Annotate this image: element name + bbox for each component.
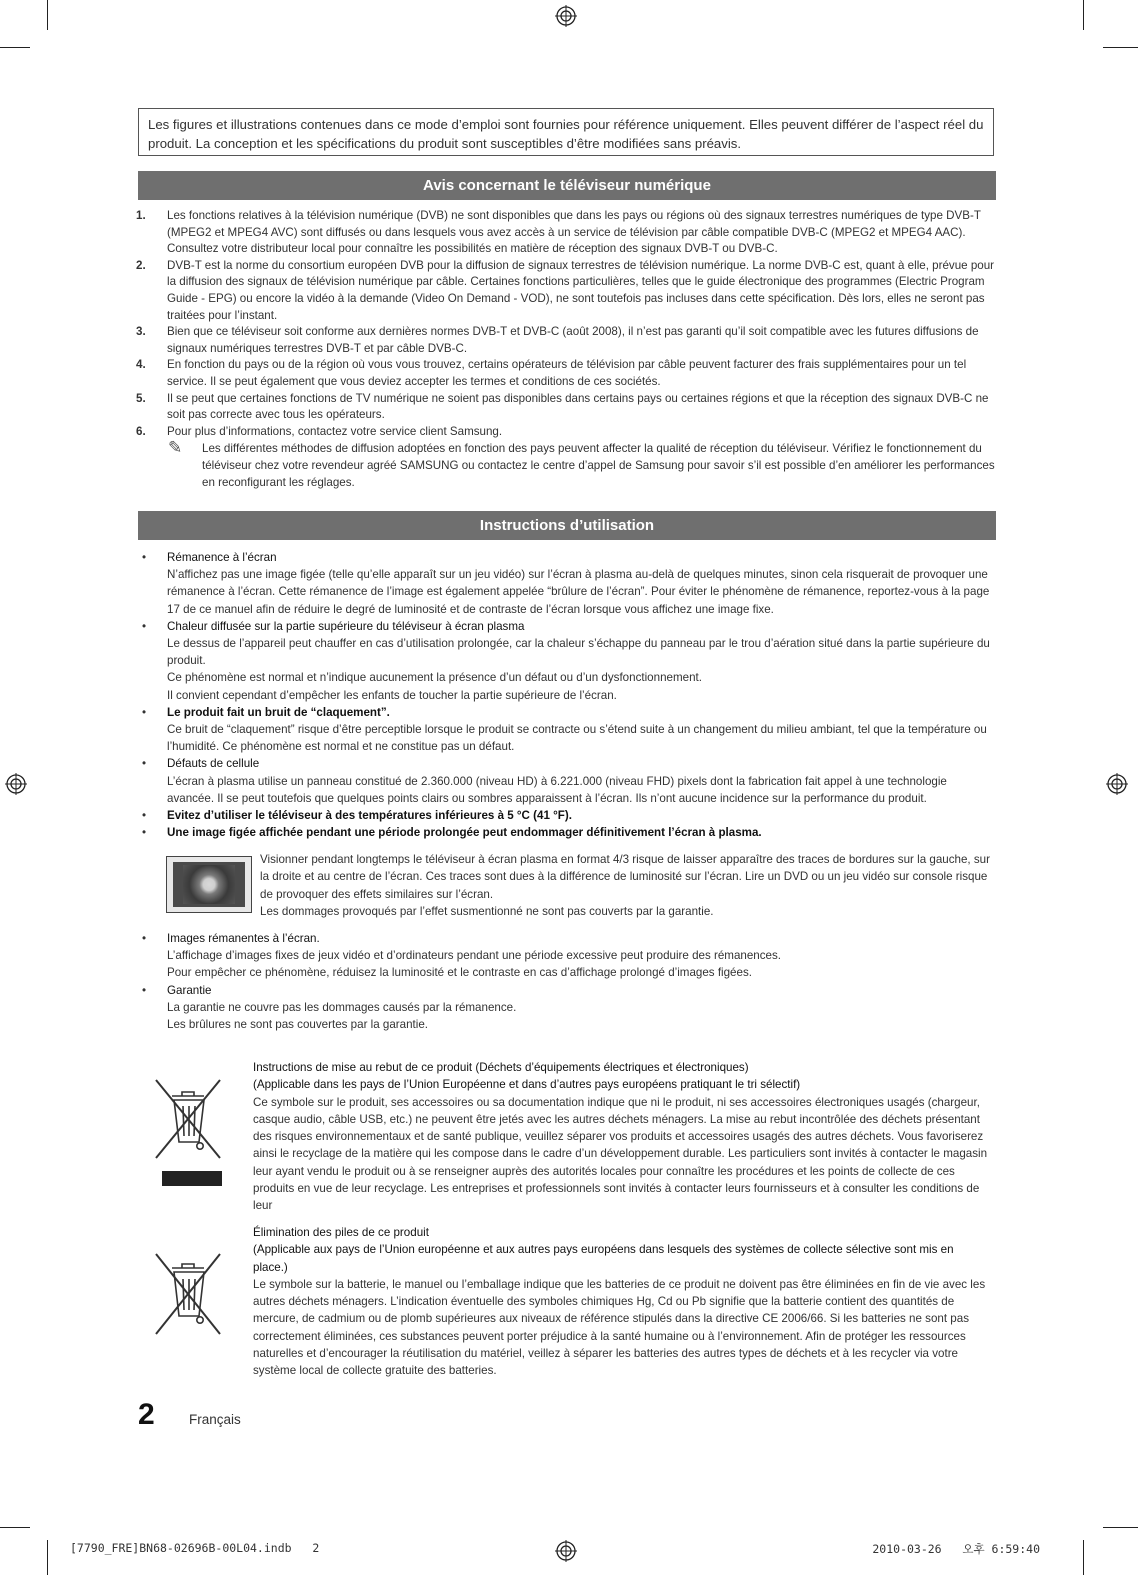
list-item — [138, 982, 996, 1034]
page-language: Français — [189, 1412, 241, 1427]
disposal-subtitle: (Applicable dans les pays de l’Union Européenne et dans d’autres pays européens pratiquant le tri sélectif) — [253, 1078, 801, 1092]
section-header-digital-tv: Avis concernant le téléviseur numérique — [138, 171, 996, 200]
bullet-title: Images rémanentes à l’écran. — [167, 932, 320, 945]
screen-burn-warning — [166, 851, 996, 921]
crop-mark — [47, 0, 48, 30]
list-item — [136, 324, 996, 357]
bullet-icon: • — [142, 826, 147, 840]
bullet-title: Rémanence à l’écran — [167, 551, 277, 564]
list-item-text: Les fonctions relatives à la télévision numérique (DVB) ne sont disponibles que dans les pays ou régions où des signaux terrestres numériques de type DVB-T (MPEG2 et MPEG4 AVC) sont diffusés ou dans lesquels vous avez accès à un service de télévision par câble compatible DVB-C (MPEG2 et MPEG4 AAC). Consultez votre distributeur local pour connaître les possibilités en matière de réception des signaux DVB-T ou DVB-C. — [167, 209, 981, 256]
disposal-title: Instructions de mise au rebut de ce produit (Déchets d’équipements électriques et électroniques) — [253, 1061, 749, 1074]
usage-bullet-list-continued — [138, 930, 996, 1033]
digital-tv-notice-list — [136, 208, 996, 491]
list-item — [136, 391, 996, 424]
weee-disposal-section — [253, 1059, 991, 1215]
registration-mark-icon — [1106, 773, 1128, 795]
bullet-text: La garantie ne couvre pas les dommages causés par la rémanence. — [167, 1000, 517, 1014]
disposal-text: Ce symbole sur le produit, ses accessoires ou sa documentation indique que ni le produit, ni ses accessoires électroniques usagés (chargeur, casque audio, câble USB, etc.) ne peuvent être jetés avec les autres déchets ménagers. La mise au rebut incontrôlée des déchets présentant des risques environnementaux et de santé publique, veuillez séparer vos produits et accessoires usagés des autres déchets. Vous favoriserez ainsi le recyclage de la matière qui les compose dans le cadre d’un développement durable. Les particuliers sont invités à contacter le magasin leur ayant vendu le produit ou à se renseigner auprès des autorités locales pour connaître les procédures et les points de collecte de ces produits en vue de leur recyclage. Les entreprises et professionnels sont invités à contacter leurs fournisseurs et à consulter les conditions de leur — [253, 1095, 988, 1213]
list-item — [136, 357, 996, 390]
list-number: 1. — [136, 209, 146, 222]
bullet-icon: • — [142, 757, 147, 771]
list-item — [138, 824, 996, 841]
page-number: 2 — [138, 1398, 155, 1431]
print-footer-filename: [7790_FRE]BN68-02696B-00L04.indb 2 — [70, 1541, 320, 1555]
crop-mark — [0, 47, 30, 48]
list-number: 5. — [136, 391, 146, 405]
bullet-title: Chaleur diffusée sur la partie supérieure du téléviseur à écran plasma — [167, 619, 525, 633]
bullet-text: Il convient cependant d’empêcher les enfants de toucher la partie supérieure de l’écran. — [167, 688, 617, 702]
bullet-text: L’affichage d’images fixes de jeux vidéo et d’ordinateurs pendant une période excessive peut produire des rémanences. — [167, 949, 782, 963]
bullet-text: Ce bruit de “claquement” risque d’être perceptible lorsque le produit se contracte ou s’étend suite à un changement du milieu ambiant, tel que la température ou l’humidité. Ce phénomène est normal et ne constitue pas un défaut. — [167, 723, 987, 754]
list-item-text: Bien que ce téléviseur soit conforme aux dernières normes DVB-T et DVB-C (août 2008), il n’est pas garanti qu’il soit compatible avec les futures diffusions de signaux numériques terrestres DVB-T et par câble DVB-C. — [167, 325, 979, 355]
note-text: Les différentes méthodes de diffusion adoptées en fonction des pays peuvent affecter la qualité de réception du téléviseur. Vérifiez le fonctionnement du téléviseur chez votre revendeur agréé SAMSUNG ou contactez le centre d’appel de Samsung pour savoir s’il est possible d’en améliorer les performances en reconfigurant les réglages. — [202, 442, 995, 489]
bullet-icon: • — [142, 809, 147, 823]
list-number: 6. — [136, 424, 146, 438]
bullet-title: Le produit fait un bruit de “claquement”. — [167, 705, 390, 719]
tv-screen-image — [166, 856, 252, 913]
note — [136, 438, 996, 491]
bullet-text: N’affichez pas une image figée (telle qu’elle apparaît sur un jeu vidéo) sur l’écran à plasma au-delà de quelques minutes, sinon cela risquerait de provoquer une rémanence à l’écran. Cette rémanence de l’image est également appelée “brûlure de l’écran”. Pour éviter le phénomène de rémanence, reportez-vous à la page 17 de ce manuel afin de réduire le degré de luminosité et de contraste de l’écran lorsque vous affichez une image fixe. — [167, 568, 990, 616]
list-item-text: Il se peut que certaines fonctions de TV numérique ne soient pas disponibles dans certains pays ou certaines régions et que la réception des signaux DVB-C ne soit pas correcte avec tous les opérateurs. — [167, 391, 989, 422]
crop-mark — [0, 1527, 30, 1528]
registration-mark-icon — [5, 773, 27, 795]
list-item — [138, 807, 996, 824]
registration-mark-icon — [555, 5, 577, 27]
bullet-title: Evitez d’utiliser le téléviseur à des températures inférieures à 5 °C (41 °F). — [167, 809, 572, 823]
list-item-text: Pour plus d’informations, contactez votre service client Samsung. — [167, 424, 503, 438]
note-pencil-icon: ✎ — [168, 438, 183, 458]
crop-mark — [1083, 1540, 1084, 1575]
crossed-out-bin-icon — [152, 1074, 224, 1190]
list-item — [138, 618, 996, 704]
disposal-title: Élimination des piles de ce produit — [253, 1226, 429, 1239]
bullet-text: L’écran à plasma utilise un panneau constitué de 2.360.000 (niveau HD) à 6.221.000 (niveau FHD) pixels dont la fabrication fait appel à une technologie avancée. Il se peut toutefois que quelques points clairs ou sombres apparaissent à l’écran. Ils n’ont aucune incidence sur la performance du produit. — [167, 774, 947, 805]
list-item-text: En fonction du pays ou de la région où vous vous trouvez, certains opérateurs de télévision par câble peuvent facturer des frais supplémentaires pour un tel service. Il se peut également que vous deviez accepter les termes et conditions de ces sociétés. — [167, 358, 967, 388]
warning-text: Les dommages provoqués par l’effet susmentionné ne sont pas couverts par la garantie. — [260, 905, 714, 919]
bullet-icon: • — [142, 551, 147, 564]
crop-mark — [47, 1540, 48, 1575]
warning-text: Visionner pendant longtemps le téléviseur à écran plasma en format 4/3 risque de laisser apparaître des traces de bordures sur la gauche, sur la droite et au centre de l’écran. Ces traces sont dues à la différence de luminosité sur l’écran. Lire un DVD ou un jeu vidéo sur console risque de provoquer des effets similaires sur l’écran. — [260, 853, 990, 901]
usage-bullet-list — [138, 549, 996, 841]
bullet-text: Pour empêcher ce phénomène, réduisez la luminosité et le contraste en cas d’affichage prolongé d’images figées. — [167, 966, 752, 980]
bullet-title: Garantie — [167, 983, 212, 997]
list-item — [136, 208, 996, 258]
list-item — [136, 258, 996, 324]
bullet-title: Une image figée affichée pendant une période prolongée peut endommager définitivement l’écran à plasma. — [167, 826, 762, 840]
crop-mark — [1103, 1527, 1138, 1528]
list-item — [138, 755, 996, 807]
bullet-icon: • — [142, 619, 147, 633]
list-item — [136, 424, 996, 441]
print-footer-timestamp: 2010-03-26 오후 6:59:40 — [872, 1542, 1040, 1556]
list-item — [138, 549, 996, 618]
list-number: 3. — [136, 325, 146, 339]
bullet-text: Les brûlures ne sont pas couvertes par la garantie. — [167, 1018, 429, 1032]
bullet-icon: • — [142, 705, 147, 719]
list-item — [138, 704, 996, 756]
registration-mark-icon — [555, 1540, 577, 1562]
battery-disposal-section — [253, 1224, 991, 1380]
list-number: 2. — [136, 258, 146, 272]
list-item-text: DVB-T est la norme du consortium européen DVB pour la diffusion de signaux terrestres de télévision numérique. La norme DVB-C est, quant à elle, prévue pour la diffusion des signaux de télévision numérique par câble. Certaines fonctions particulières, telles que le guide électronique des programmes (Electric Program Guide - EPG) ou encore la vidéo à la demande (Video On Demand - VOD), ne sont toutefois pas incluses dans cette spécification. Dès lors, elles ne seront pas traitées pour l’instant. — [167, 258, 995, 322]
bullet-text: Le dessus de l’appareil peut chauffer en cas d’utilisation prolongée, car la chaleur s’échappe du panneau par le trou d’aération situé dans la partie supérieure du produit. — [167, 637, 990, 668]
bullet-icon: • — [142, 983, 147, 997]
section-header-usage-instructions: Instructions d’utilisation — [138, 511, 996, 540]
bullet-title: Défauts de cellule — [167, 757, 260, 771]
disclaimer-box: Les figures et illustrations contenues dans ce mode d’emploi sont fournies pour référence uniquement. Elles peuvent différer de l’aspect réel du produit. La conception et les spécifications du produit sont susceptibles d’être modifiées sans préavis. — [138, 108, 994, 156]
crop-mark — [1083, 0, 1084, 30]
crossed-out-battery-bin-icon — [152, 1252, 224, 1342]
list-number: 4. — [136, 358, 146, 372]
disposal-subtitle: (Applicable aux pays de l’Union européenne et aux autres pays européens dans lesquels des systèmes de collecte sélective sont mis en place.) — [253, 1243, 954, 1274]
bullet-icon: • — [142, 932, 147, 945]
list-item — [138, 930, 996, 982]
bullet-text: Ce phénomène est normal et n’indique aucunement la présence d’un défaut ou d’un dysfonctionnement. — [167, 671, 702, 685]
disposal-text: Le symbole sur la batterie, le manuel ou l’emballage indique que les batteries de ce produit ne doivent pas être éliminées en fin de vie avec les autres déchets ménagers. L’indication éventuelle des symboles chimiques Hg, Cd ou Pb signifie que la batterie contient des quantités de mercure, de cadmium ou de plomb supérieures aux niveaux de référence stipulés dans la directive CE 2006/66. Si les batteries ne sont pas correctement éliminées, ces substances peuvent porter préjudice à la santé humaine ou à l’environnement. Afin de protéger les ressources naturelles et d’encourager la réutilisation du matériel, veillez à séparer les batteries des autres types de déchets et à les recycler via votre système local de collecte gratuite des batteries. — [253, 1277, 986, 1378]
crop-mark — [1103, 47, 1138, 48]
